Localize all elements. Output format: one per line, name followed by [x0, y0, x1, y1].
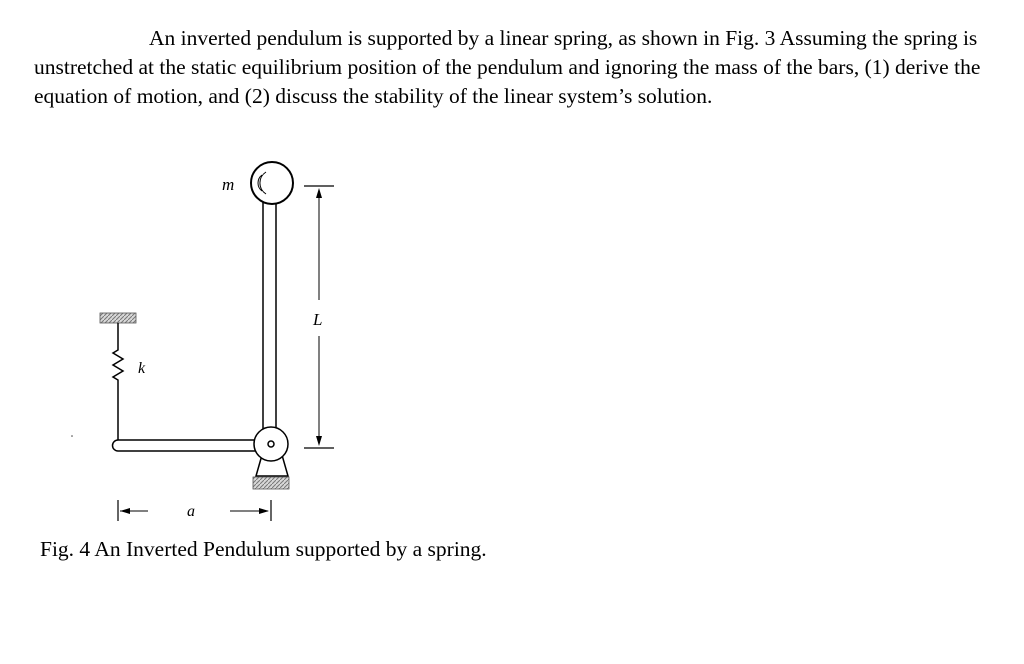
spring-label: k — [138, 360, 146, 377]
pendulum-rod — [263, 200, 276, 436]
distance-arrow-left — [120, 508, 130, 514]
horizontal-bar — [113, 440, 263, 451]
distance-arrow-right — [259, 508, 269, 514]
distance-label: a — [187, 503, 195, 520]
stray-dot — [71, 435, 73, 437]
spring — [113, 323, 123, 440]
mass-ball — [251, 162, 293, 204]
problem-statement: An inverted pendulum is supported by a linear spring, as shown in Fig. 3 Assuming the spring is unstretched at the static equilibrium position of the pendulum and ignoring the mass of the bars, (1) derive the equation of motion, and (2) discuss the stability of the linear system’s solution. — [34, 26, 981, 108]
mass-label: m — [222, 175, 235, 194]
spring-ceiling-support — [100, 313, 136, 323]
pivot-pin — [268, 441, 274, 447]
length-arrow-down — [316, 436, 322, 446]
length-arrow-up — [316, 188, 322, 198]
length-label: L — [313, 310, 323, 329]
ground-support — [253, 477, 289, 489]
figure-caption: Fig. 4 An Inverted Pendulum supported by a spring. — [40, 537, 487, 561]
